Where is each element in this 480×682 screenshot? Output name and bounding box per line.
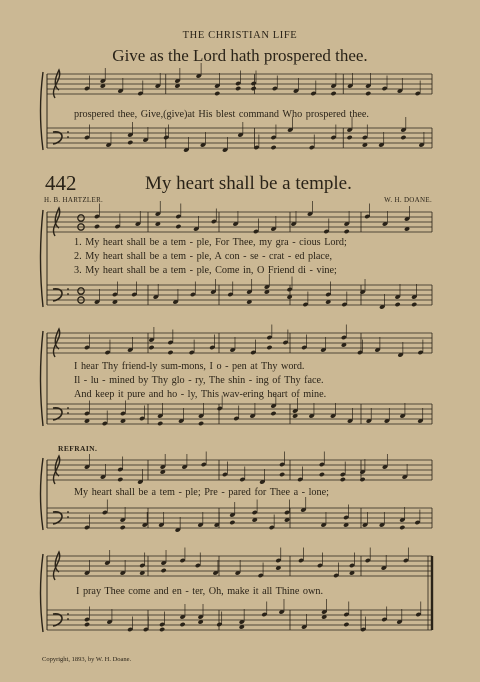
note-head — [330, 91, 336, 96]
note-head — [365, 91, 371, 96]
refrain-label: REFRAIN. — [58, 444, 98, 453]
note-head — [120, 525, 126, 530]
system-brace — [41, 72, 44, 150]
note-head — [94, 224, 100, 229]
note-head — [214, 91, 220, 96]
verse-3-line-2: And keep it pure and ho - ly, This wav-ering heart of mine. — [74, 389, 327, 400]
time-signature-top — [78, 288, 84, 294]
words-credit: H. B. HARTZLER. — [44, 196, 104, 204]
verse-1-line-2: I hear Thy friend-ly sum-mons, I o - pen at Thy word. — [74, 361, 305, 372]
verse-1-line-1: 1. My heart shall be a tem - ple, For Thee, my gra - cious Lord; — [74, 237, 347, 248]
verse-2-line-2: Il - lu - mined by Thy glo - ry, The shin - ing of Thy face. — [74, 375, 324, 386]
bass-clef-dot — [67, 412, 69, 414]
note-head — [157, 421, 163, 426]
note-head — [127, 140, 133, 145]
note-head — [175, 224, 181, 229]
note-head — [400, 135, 406, 140]
hymn-title: My heart shall be a temple. — [145, 173, 352, 194]
bass-clef-dot — [67, 516, 69, 518]
note-head — [347, 135, 353, 140]
bass-clef-dot — [67, 288, 69, 290]
note-head — [395, 302, 401, 307]
note-head — [270, 145, 276, 150]
system-brace — [41, 210, 44, 307]
system-brace — [41, 554, 44, 632]
previous-hymn-lyric: prospered thee, Give,(give)at His blest command Who prospered thee. — [74, 109, 369, 120]
refrain-line-1: My heart shall be a tem - ple; Pre - pared for Thee a - lone; — [74, 487, 329, 498]
copyright-notice: Copyright, 1893, by W. H. Doane. — [42, 656, 132, 663]
note-head — [84, 622, 90, 627]
hymn-number: 442 — [45, 171, 77, 195]
note-head — [266, 345, 272, 350]
note-head — [148, 345, 154, 350]
bass-clef-dot — [67, 293, 69, 295]
note-head — [359, 477, 365, 482]
verse-2-line-1: 2. My heart shall be a tem - ple, A con - se - crat - ed place, — [74, 251, 333, 262]
bass-clef-dot — [67, 407, 69, 409]
refrain-line-2: I pray Thee come and en - ter, Oh, make it all Thine own. — [76, 586, 324, 597]
note-head — [343, 622, 349, 627]
note-head — [319, 472, 325, 477]
note-head — [198, 421, 204, 426]
note-head — [159, 627, 165, 632]
note-head — [229, 520, 235, 525]
note-head — [344, 229, 350, 234]
verse-3-line-1: 3. My heart shall be a tem - ple, Come in, O Friend di - vine; — [74, 265, 337, 276]
bass-clef-dot — [67, 511, 69, 513]
bass-clef-dot — [67, 131, 69, 133]
note-head — [399, 525, 405, 530]
running-head: THE CHRISTIAN LIFE — [182, 30, 298, 41]
note-head — [270, 411, 276, 416]
note-head — [235, 86, 241, 91]
previous-hymn-title: Give as the Lord hath prospered thee. — [112, 46, 368, 65]
note-head — [117, 477, 123, 482]
note-head — [279, 472, 285, 477]
bass-clef-dot — [67, 618, 69, 620]
bass-clef-dot — [67, 613, 69, 615]
note-head — [340, 477, 346, 482]
note-head — [179, 622, 185, 627]
system-brace — [41, 331, 44, 426]
bass-clef-dot — [67, 136, 69, 138]
note-head — [167, 350, 173, 355]
note-head — [411, 302, 417, 307]
system-brace — [41, 458, 44, 530]
time-signature-top — [78, 215, 84, 221]
note-head — [251, 86, 257, 91]
music-credit: W. H. DOANE. — [384, 196, 432, 204]
note-head — [161, 568, 167, 573]
